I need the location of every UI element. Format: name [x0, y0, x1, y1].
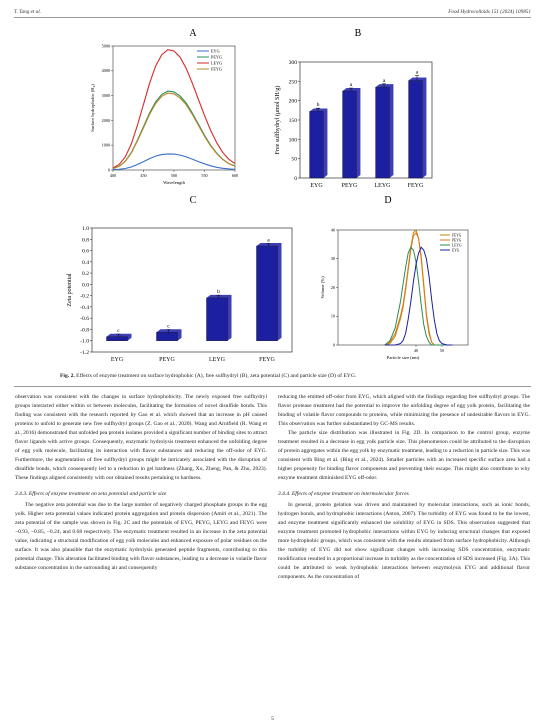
- series-line-feyg: [113, 93, 235, 168]
- x-tick-label: 400: [109, 173, 117, 178]
- significance-letter: c: [167, 323, 170, 330]
- y-tick-label: 20: [330, 284, 335, 290]
- chart-a-surface-hydrophobic: [90, 43, 238, 185]
- significance-letter: b: [217, 289, 220, 296]
- paragraph: observation was consistent with the changes in surface hydrophobicity. The newly exposed free sulfhydryl groups interacted either within or between molecules, facilitating the formation of novel disulfide bonds. This finding was consistent with the research reported by Gao et al. which showed that an increase in pH caused proteins to unfold to generate new free sulfhydryl groups (Z. Gao et al., 2020). Wang and Arntfield (R. Wang et al., 2016) demonstrated that unfolded pea protein isolates provided a significant number of binding sites to attract flavor ligands with active groups. Consequently, enzymatic hydrolysis treatment enhanced the unfolding degree of egg yolk molecule, facilitating its interaction with flavor substances and reducing the off-odor of EYG. Furthermore, the augmentation of free sulfhydryl groups might be intricately associated with the disruption of disulfide bonds, which consequently led to a reduction in gel hardness (Zhang, Xu, Zheng, Pan, & Zhu, 2023). These findings aligned consistently with our obtained results pertaining to hardness.: [15, 394, 268, 482]
- y-tick-label: 0: [107, 167, 110, 173]
- x-tick-label: 450: [140, 173, 147, 178]
- x-tick-label: FEYG: [259, 357, 275, 363]
- bar-leyg: [207, 298, 228, 341]
- y-tick-label: 1000: [101, 142, 110, 148]
- x-tick-label: 600: [231, 173, 239, 178]
- bar-leyg: [376, 87, 390, 178]
- y-axis-label: Surface hydrophobic (H₀): [90, 84, 95, 132]
- y-tick-label: 0.0: [82, 282, 89, 289]
- y-tick-label: -0.2: [80, 293, 89, 300]
- section-heading-3-4-3: 3.4.3. Effects of enzyme treatment on zeta potential and particle size: [15, 491, 167, 498]
- x-tick-label: 40: [413, 348, 419, 353]
- y-tick-label: -1.0: [80, 338, 89, 345]
- y-tick-label: 30: [330, 256, 335, 262]
- paragraph: The negative zeta potential was due to the large number of negatively charged phosphate groups in the egg yolk. Higher zeta potential values indicated protein aggregation and protein dispersion (Amiri et al., 2021). The zeta potential of the sample was shown in Fig. 2C and the potentials of EYG, PEYG, LEYG and FEYG were −0.93, −0.85, −0.24, and 0.68 respectively. The enzymatic treatment resulted in an increase in the zeta potential value, indicating a structural modification of egg yolk molecules and enhanced exposure of polar residues on the surface. It was also plausible that the enzymatic hydrolysis generated peptide fragments, contributing to this potential change. This alteration facilitated binding with flavor substances, leading to a decrease in volatile flavor substance concentration in the surrounding air and consequently: [15, 501, 267, 571]
- bar-eyg: [310, 111, 324, 178]
- bar-feyg: [257, 246, 278, 341]
- y-tick-label: 3000: [101, 93, 110, 98]
- y-tick-label: 0: [294, 176, 297, 182]
- y-tick-label: 0.8: [82, 237, 89, 244]
- legend-label: PEYG: [452, 238, 462, 243]
- figure-caption-text: Effects of enzyme treatment on surface hydrophobic (A), free sulfhydryl (B), zeta potential (C) and particle size (D) of EYG.: [76, 373, 357, 379]
- x-tick-label: LEYG: [209, 357, 225, 363]
- y-tick-label: 10: [330, 313, 335, 319]
- y-tick-label: 0.6: [82, 248, 89, 255]
- y-tick-label: 5000: [101, 43, 110, 49]
- significance-letter: a: [349, 82, 353, 89]
- y-tick-label: 40: [330, 227, 335, 233]
- panel-label-a: A: [189, 28, 197, 39]
- bar-eyg: [107, 337, 128, 341]
- y-axis-label: Zeta potential: [67, 273, 73, 307]
- legend-label: LEYG: [452, 243, 462, 248]
- y-tick-label: -0.6: [80, 316, 89, 323]
- chart-d-particle-size: [320, 227, 468, 360]
- x-tick-label: 550: [201, 173, 208, 178]
- y-tick-label: 200: [288, 98, 297, 105]
- significance-letter: a: [267, 237, 270, 244]
- figure-caption-label: Fig. 2.: [60, 373, 75, 379]
- paragraph: The particle size distribution was illustrated in Fig. 2D. In comparison to the control group, enzyme treatment resulted in a decrease in egg yolk particle size. This phenomenon could be attributed to the disruption of protein aggregates within the egg yolk by enzymatic treatment, leading to a reduction in particle size. This was consistent with Bing et al. (Bing et al., 2024). Smaller particles with an increased specific surface area had a higher propensity for binding flavor components and preventing their escape. This might also contribute to why enzyme treatment diminished EYG off-odor.: [278, 430, 530, 482]
- y-tick-label: 250: [288, 79, 297, 86]
- bar-peyg: [343, 91, 357, 178]
- y-tick-label: -1.2: [80, 350, 89, 356]
- y-tick-label: 150: [288, 118, 297, 124]
- figure-caption: [60, 373, 490, 379]
- running-header-authors: T. Tang et al.: [14, 9, 41, 15]
- running-header-journal: Food Hydrocolloids 151 (2024) 109851: [448, 9, 531, 15]
- y-tick-label: 0.2: [82, 271, 89, 278]
- y-tick-label: 2000: [101, 117, 110, 123]
- significance-letter: c: [117, 328, 120, 335]
- paragraph: In general, protein gelation was driven and maintained by molecular interactions, such as ionic bonds, hydrogen bonds, and hydrophobic interactions (Anton, 2007). The turbidity of EYG was found to be the lowest, and enzyme treatment significantly enhanced the solubility of EYG in SDS. This observation suggested that enzyme treatment promoted hydrophobic interactions within EYG by inducing structural changes that exposed more hydrophobic groups, which was consistent with the results obtained from surface hydrophobicity. Although the turbidity of EYG did not show significant changes with increasing SDS concentration, enzymatic modification resulted in a proportional increase in turbidity as the concentration of SDS increased (Fig. 3A). This could be attributed to weak hydrophobic interactions between enzymolysis EYG and additional flavor components. As the concentration of: [278, 501, 530, 580]
- x-tick-label: EYG: [310, 183, 323, 189]
- y-tick-label: 50: [291, 156, 297, 163]
- y-tick-label: 4000: [101, 68, 110, 74]
- figure-divider: [14, 386, 531, 387]
- y-tick-label: -0.4: [80, 304, 89, 311]
- panel-label-d: D: [384, 195, 392, 206]
- y-axis-label: Volume (%): [320, 276, 325, 299]
- significance-letter: b: [316, 102, 320, 109]
- y-tick-label: 100: [288, 137, 297, 144]
- series-line-eyg: [113, 154, 235, 170]
- x-tick-label: 500: [170, 173, 178, 178]
- chart-c-zeta-potential: [67, 226, 292, 363]
- y-tick-label: 1.0: [82, 226, 89, 232]
- x-tick-label: PEYG: [341, 183, 358, 189]
- chart-b-free-sulfhydryl: [274, 60, 432, 189]
- significance-letter: a: [415, 69, 419, 76]
- series-line-leyg: [385, 247, 453, 345]
- x-tick-label: 50: [439, 348, 445, 353]
- x-tick-label: EYG: [110, 357, 124, 363]
- x-tick-label: FEYG: [407, 183, 424, 189]
- y-tick-label: 0.4: [82, 259, 89, 266]
- legend-label: PEYG: [211, 54, 222, 60]
- x-axis-label: Wavelength: [163, 180, 185, 185]
- bar-peyg: [157, 332, 178, 340]
- panel-label-b: B: [354, 28, 362, 39]
- y-axis-label: Free sulfhydryl (μmol SH/g): [275, 85, 281, 155]
- panel-label-c: C: [189, 195, 197, 206]
- x-tick-label: LEYG: [374, 183, 391, 189]
- legend-label: FEYG: [452, 233, 462, 238]
- legend-label: FEYG: [211, 66, 222, 72]
- legend-label: LEYG: [211, 60, 223, 66]
- x-tick-label: PEYG: [159, 357, 175, 363]
- right-column: [278, 393, 530, 582]
- y-tick-label: 300: [288, 60, 297, 66]
- y-tick-label: -0.8: [80, 327, 89, 334]
- bar-feyg: [409, 81, 423, 178]
- legend-label: EYG: [452, 248, 460, 253]
- y-tick-label: 0: [332, 342, 335, 348]
- paragraph: reducing the emitted off-odor from EYG, which aligned with the findings regarding free sulfhydryl groups. The flavor protease treatment had the potential to improve the unfolding degree of egg yolk protein, facilitating the binding of volatile flavor compounds to proteins, while minimizing the presence of undesirable flavors in EYG. This observation was further substantiated by GC-MS results.: [278, 394, 530, 428]
- series-line-eyg: [385, 247, 453, 345]
- significance-letter: a: [382, 77, 386, 84]
- series-line-peyg: [113, 91, 235, 168]
- legend-label: EYG: [211, 48, 220, 54]
- page-number: 5: [271, 716, 274, 722]
- section-heading-3-4-4: 3.4.4. Effects of enzyme treatment on intermolecular forces: [278, 491, 409, 498]
- x-axis-label: Particle size (nm): [386, 355, 420, 360]
- left-column: [15, 393, 267, 573]
